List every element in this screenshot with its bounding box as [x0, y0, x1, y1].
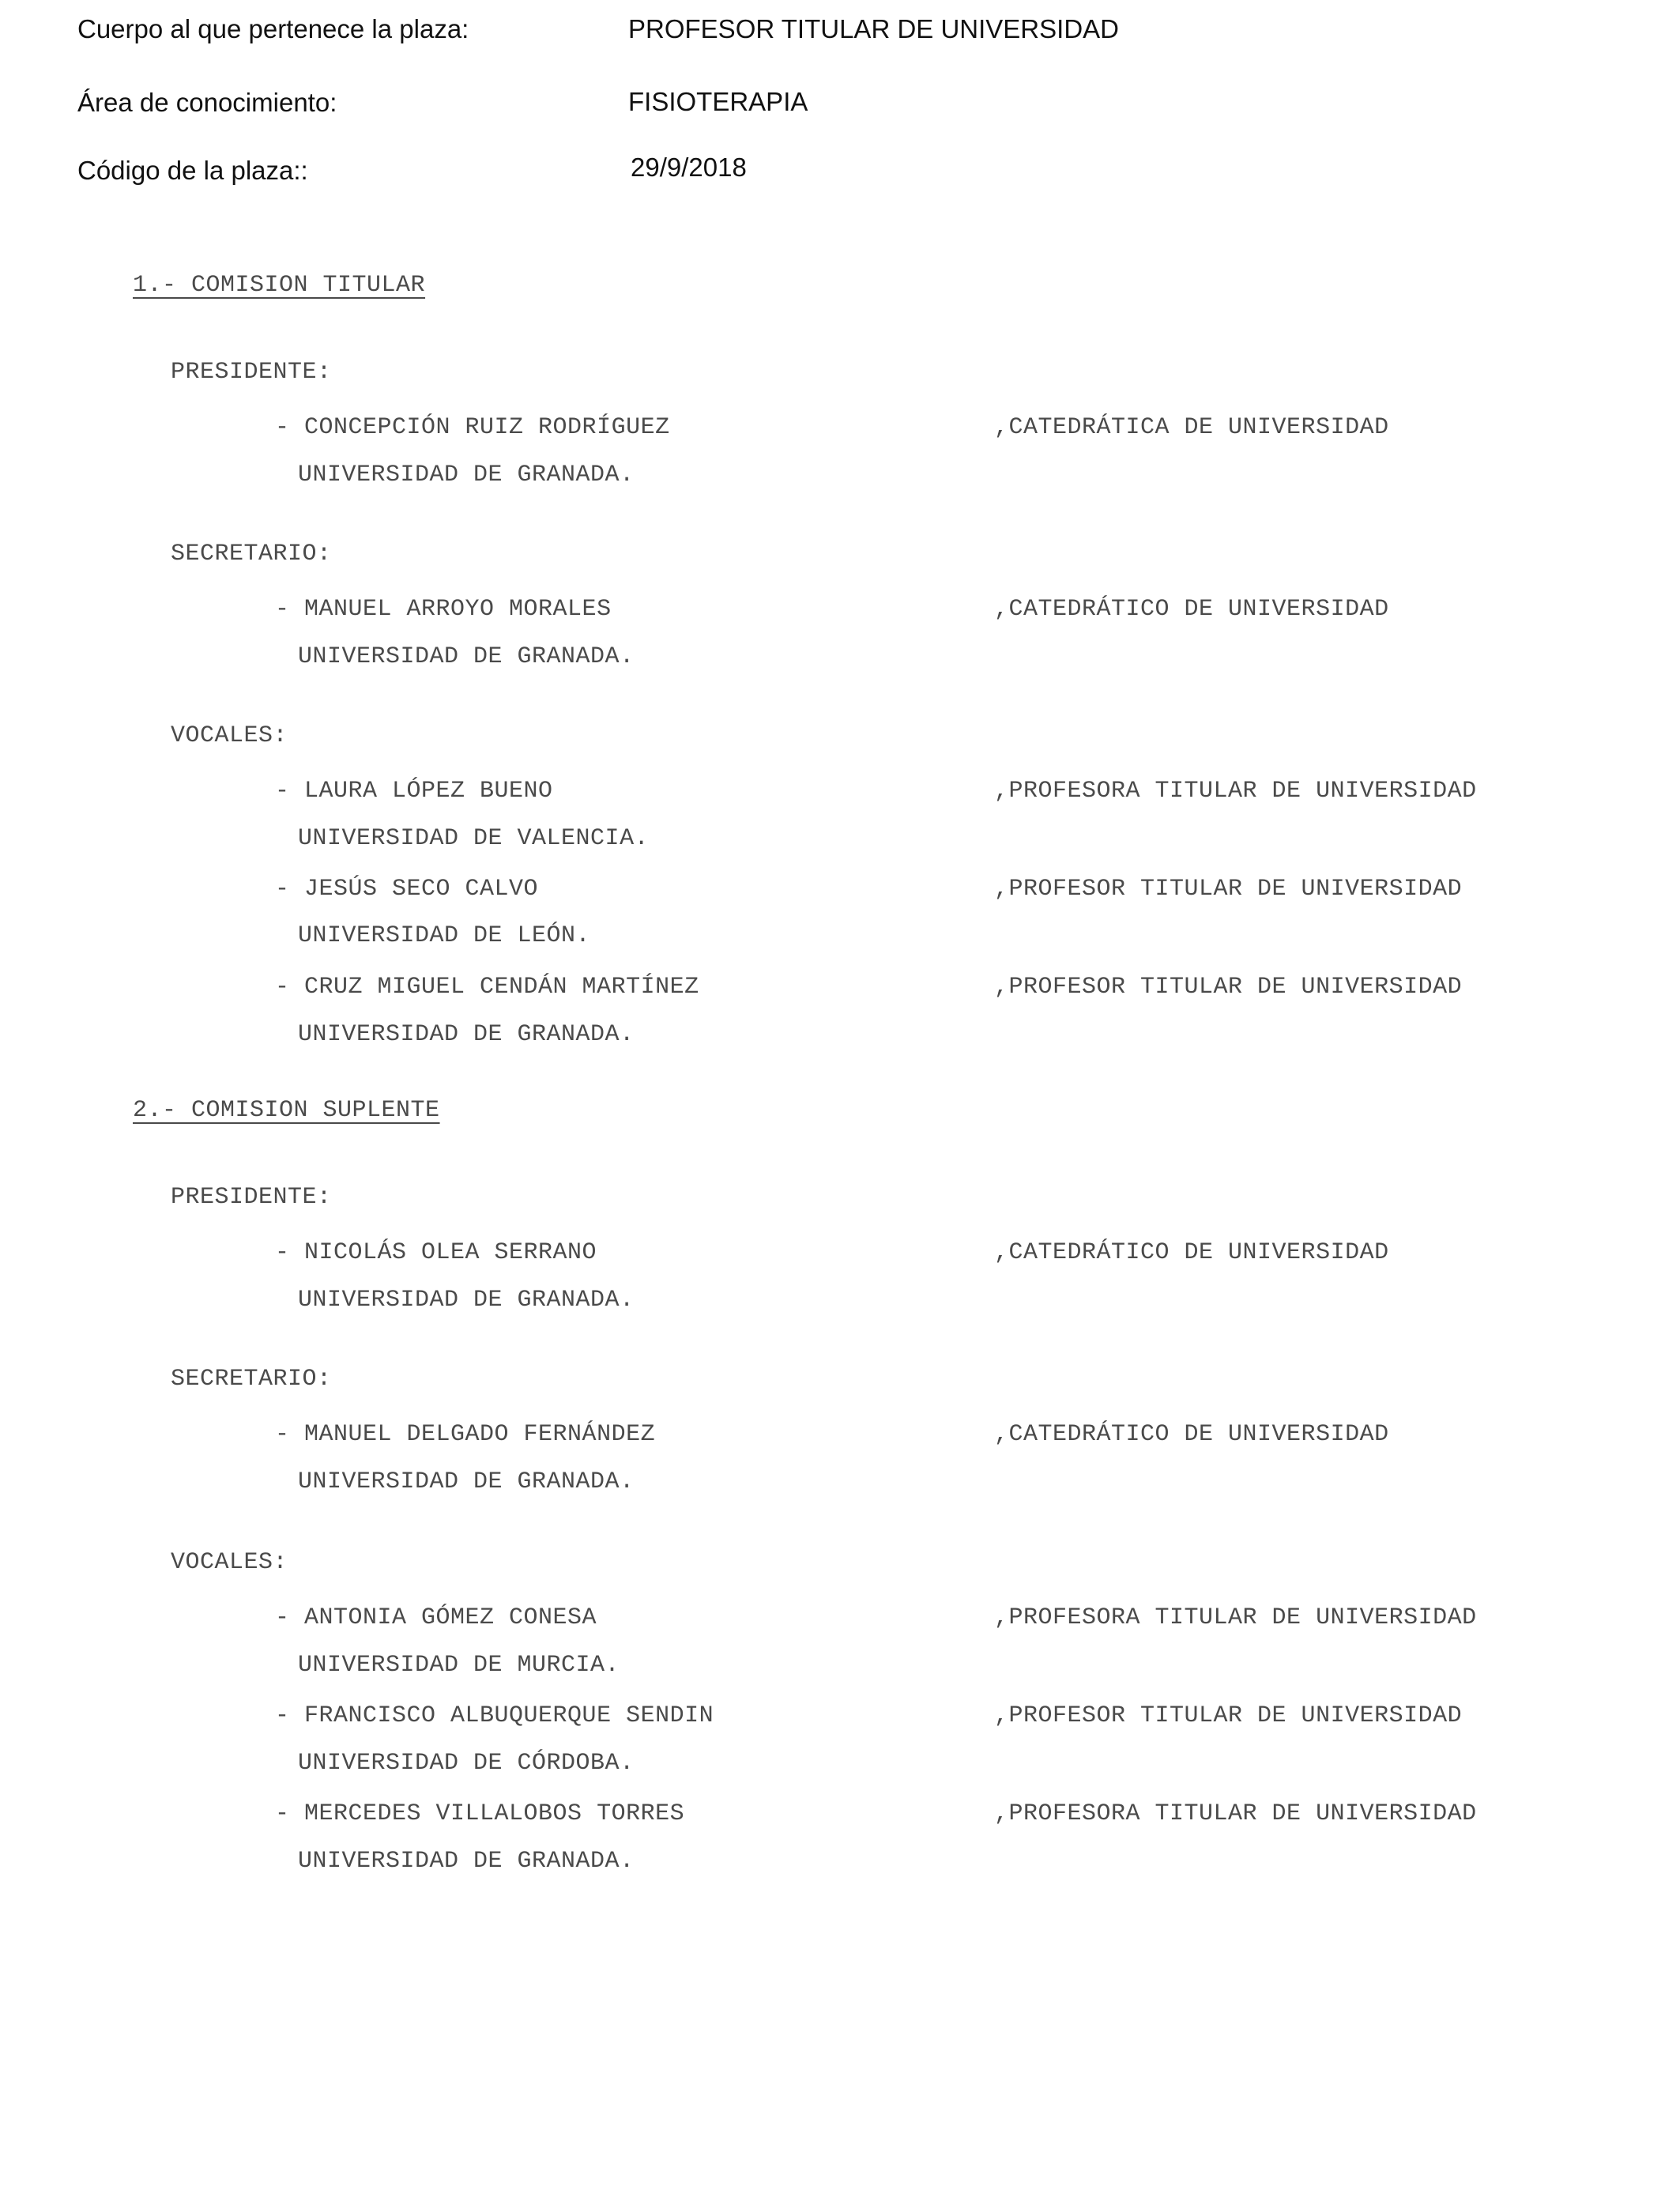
suplente-presidente-name: - NICOLÁS OLEA SERRANO [275, 1239, 597, 1266]
suplente-secretario-university: UNIVERSIDAD DE GRANADA. [298, 1468, 635, 1495]
titular-secretario-rank: ,CATEDRÁTICO DE UNIVERSIDAD [994, 596, 1389, 623]
suplente-heading: 2.- COMISION SUPLENTE [133, 1097, 440, 1124]
cuerpo-label: Cuerpo al que pertenece la plaza: [77, 14, 469, 43]
titular-vocal-3-rank: ,PROFESOR TITULAR DE UNIVERSIDAD [994, 974, 1463, 1001]
titular-vocal-3-university: UNIVERSIDAD DE GRANADA. [298, 1021, 635, 1048]
titular-vocal-2-rank: ,PROFESOR TITULAR DE UNIVERSIDAD [994, 876, 1463, 903]
titular-vocal-2-name: - JESÚS SECO CALVO [275, 876, 539, 903]
suplente-presidente-rank: ,CATEDRÁTICO DE UNIVERSIDAD [994, 1239, 1389, 1266]
titular-vocal-3-name: - CRUZ MIGUEL CENDÁN MARTÍNEZ [275, 974, 699, 1001]
suplente-presidente-university: UNIVERSIDAD DE GRANADA. [298, 1287, 635, 1314]
suplente-vocal-2-rank: ,PROFESOR TITULAR DE UNIVERSIDAD [994, 1702, 1463, 1729]
titular-presidente-name: - CONCEPCIÓN RUIZ RODRÍGUEZ [275, 414, 670, 441]
titular-secretario-university: UNIVERSIDAD DE GRANADA. [298, 643, 635, 670]
suplente-vocal-3-name: - MERCEDES VILLALOBOS TORRES [275, 1800, 685, 1827]
area-value: FISIOTERAPIA [628, 87, 808, 116]
suplente-vocal-1-name: - ANTONIA GÓMEZ CONESA [275, 1604, 597, 1631]
titular-vocal-2-university: UNIVERSIDAD DE LEÓN. [298, 922, 591, 949]
area-label: Área de conocimiento: [77, 88, 337, 117]
suplente-secretario-rank: ,CATEDRÁTICO DE UNIVERSIDAD [994, 1421, 1389, 1448]
suplente-vocal-1-university: UNIVERSIDAD DE MURCIA. [298, 1652, 620, 1679]
suplente-vocal-3-rank: ,PROFESORA TITULAR DE UNIVERSIDAD [994, 1800, 1477, 1827]
codigo-label: Código de la plaza:: [77, 156, 308, 185]
titular-secretario-label: SECRETARIO: [171, 541, 332, 567]
suplente-vocal-2-university: UNIVERSIDAD DE CÓRDOBA. [298, 1750, 635, 1777]
titular-presidente-rank: ,CATEDRÁTICA DE UNIVERSIDAD [994, 414, 1389, 441]
titular-secretario-name: - MANUEL ARROYO MORALES [275, 596, 612, 623]
titular-presidente-label: PRESIDENTE: [171, 359, 332, 386]
titular-heading: 1.- COMISION TITULAR [133, 272, 426, 299]
titular-vocal-1-rank: ,PROFESORA TITULAR DE UNIVERSIDAD [994, 778, 1477, 805]
suplente-secretario-label: SECRETARIO: [171, 1366, 332, 1393]
suplente-vocales-label: VOCALES: [171, 1549, 288, 1576]
titular-presidente-university: UNIVERSIDAD DE GRANADA. [298, 462, 635, 488]
codigo-value: 29/9/2018 [631, 153, 747, 182]
suplente-secretario-name: - MANUEL DELGADO FERNÁNDEZ [275, 1421, 656, 1448]
titular-vocales-label: VOCALES: [171, 722, 288, 749]
titular-vocal-1-name: - LAURA LÓPEZ BUENO [275, 778, 553, 805]
titular-vocal-1-university: UNIVERSIDAD DE VALENCIA. [298, 825, 650, 852]
suplente-presidente-label: PRESIDENTE: [171, 1184, 332, 1211]
cuerpo-value: PROFESOR TITULAR DE UNIVERSIDAD [628, 14, 1119, 43]
suplente-vocal-2-name: - FRANCISCO ALBUQUERQUE SENDIN [275, 1702, 714, 1729]
suplente-vocal-1-rank: ,PROFESORA TITULAR DE UNIVERSIDAD [994, 1604, 1477, 1631]
suplente-vocal-3-university: UNIVERSIDAD DE GRANADA. [298, 1848, 635, 1875]
